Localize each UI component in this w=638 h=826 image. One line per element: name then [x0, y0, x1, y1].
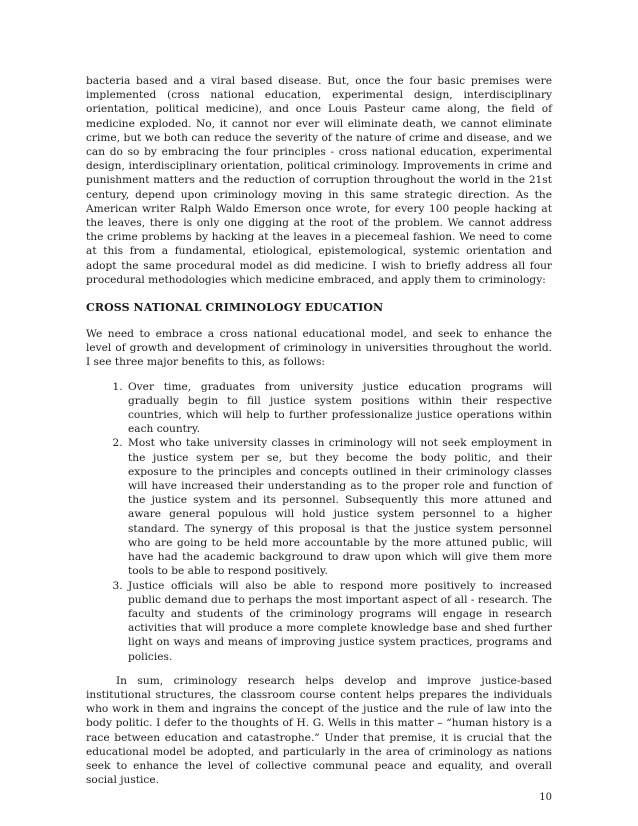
list-item: 1. Over time, graduates from university justice education programs will gradually begin to fill justice system positions within their respective countries, which will help to further professionalize justice operations within each country.: [126, 380, 552, 437]
benefits-list: [86, 380, 552, 664]
list-item: 3. Justice officials will also be able to respond more positively to increased public demand due to perhaps the most important aspect of all - research. The faculty and students of the criminology programs will engage in research activities that will produce a more complete knowledge base and shed further light on ways and means of improving justice system practices, programs and policies.: [126, 579, 552, 664]
closing-paragraph: In sum, criminology research helps develop and improve justice-based institutional structures, the classroom course content helps prepares the individuals who work in them and ingrains the concept of the justice and the rule of law into the body politic. I defer to the thoughts of H. G. Wells in this matter – “human history is a race between education and catastrophe.” Under that premise, it is crucial that the educational model be adopted, and particularly in the area of criminology as nations seek to enhance the level of collective communal peace and equality, and overall social justice.: [86, 674, 552, 787]
document-page: [86, 74, 552, 787]
section-heading: CROSS NATIONAL CRIMINOLOGY EDUCATION: [86, 301, 384, 315]
page-number: 10: [539, 792, 552, 803]
section-lead-paragraph: We need to embrace a cross national educational model, and seek to enhance the level of growth and development of criminology in universities throughout the world. I see three major benefits to this, as follows:: [86, 328, 552, 369]
list-item: 2. Most who take university classes in criminology will not seek employment in the justice system per se, but they become the body politic, and their exposure to the principles and concepts outlined in their criminology classes will have increased their understanding as to the proper role and function of the justice system and its personnel. Subsequently this more attuned and aware general populous will hold justice system personnel to a higher standard. The synergy of this proposal is that the justice system personnel who are going to be held more accountable by the more attuned public, will have had the academic background to draw upon which will give them more tools to be able to respond positively.: [126, 436, 552, 578]
intro-paragraph: bacteria based and a viral based disease. But, once the four basic premises were implemented (cross national education, experimental design, interdisciplinary orientation, political medicine), and once Louis Pasteur came along, the field of medicine exploded. No, it cannot nor ever will eliminate death, we cannot eliminate crime, but we both can reduce the severity of the nature of crime and disease, and we can do so by embracing the four principles - cross national education, experimental design, interdisciplinary orientation, political criminology. Improvements in crime and punishment matters and the reduction of corruption throughout the world in the 21st century, depend upon criminology moving in this same strategic direction. As the American writer Ralph Waldo Emerson once wrote, for every 100 people hacking at the leaves, there is only one digging at the root of the problem. We cannot address the crime problems by hacking at the leaves in a piecemeal fashion. We need to come at this from a fundamental, etiological, epistemological, systemic orientation and adopt the same procedural model as did medicine. I wish to briefly address all four procedural methodologies which medicine embraced, and apply them to criminology:: [86, 75, 552, 286]
